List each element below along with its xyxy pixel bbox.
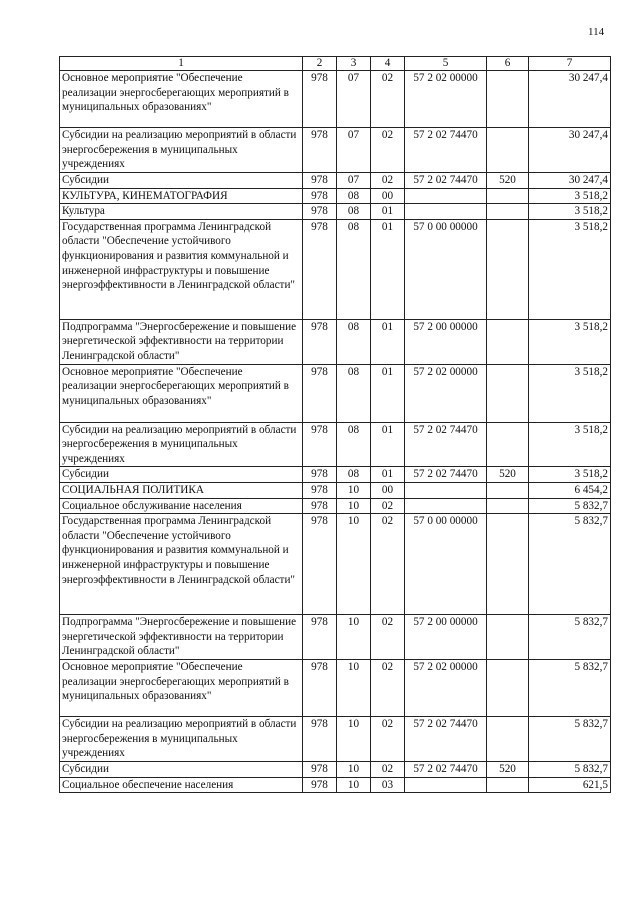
header-col-5: 5 [405,57,487,71]
table-row [60,128,611,173]
row-target-article: 57 2 00 00000 [405,319,487,364]
row-expense-type [487,777,529,793]
row-grbs-code: 978 [303,761,337,777]
row-name: Субсидии [60,761,303,777]
row-section-code: 08 [337,219,371,319]
row-expense-type [487,71,529,128]
row-expense-type [487,716,529,761]
row-section-code: 10 [337,615,371,660]
table-row [60,659,611,716]
row-grbs-code: 978 [303,219,337,319]
header-col-4: 4 [371,57,405,71]
header-col-7: 7 [529,57,611,71]
row-section-code: 10 [337,659,371,716]
row-subsection-code: 00 [371,188,405,204]
row-subsection-code: 02 [371,173,405,189]
row-expense-type: 520 [487,467,529,483]
row-name: Государственная программа Ленинградской области "Обеспечение устойчивого функционирования и развития коммунальной и инженерной инфраструктуры и повышение энергоэффективности в Ленинградской области" [60,514,303,615]
row-expense-type [487,364,529,422]
row-name: Социальное обслуживание населения [60,498,303,514]
row-amount: 30 247,4 [529,173,611,189]
row-target-article: 57 2 02 00000 [405,364,487,422]
table-row [60,467,611,483]
row-section-code: 08 [337,467,371,483]
row-grbs-code: 978 [303,467,337,483]
row-name: Основное мероприятие "Обеспечение реализации энергосберегающих мероприятий в муниципальных образованиях" [60,71,303,128]
row-target-article: 57 0 00 00000 [405,219,487,319]
row-target-article [405,498,487,514]
row-expense-type [487,498,529,514]
table-row [60,173,611,189]
row-expense-type [487,319,529,364]
row-grbs-code: 978 [303,615,337,660]
row-name: Основное мероприятие "Обеспечение реализации энергосберегающих мероприятий в муниципальных образованиях" [60,364,303,422]
row-subsection-code: 02 [371,71,405,128]
row-subsection-code: 02 [371,514,405,615]
row-amount: 3 518,2 [529,319,611,364]
table-row [60,514,611,615]
row-grbs-code: 978 [303,498,337,514]
row-subsection-code: 01 [371,364,405,422]
row-grbs-code: 978 [303,716,337,761]
header-col-6: 6 [487,57,529,71]
row-subsection-code: 01 [371,219,405,319]
row-amount: 3 518,2 [529,204,611,220]
row-amount: 30 247,4 [529,128,611,173]
row-subsection-code: 01 [371,204,405,220]
row-section-code: 08 [337,319,371,364]
row-name: Субсидии [60,173,303,189]
header-col-2: 2 [303,57,337,71]
row-expense-type [487,204,529,220]
row-subsection-code: 01 [371,467,405,483]
row-amount: 3 518,2 [529,364,611,422]
row-subsection-code: 02 [371,615,405,660]
row-amount: 5 832,7 [529,761,611,777]
table-row [60,422,611,467]
row-amount: 6 454,2 [529,482,611,498]
row-target-article: 57 2 02 74470 [405,716,487,761]
row-name: Подпрограмма "Энергосбережение и повышение энергетической эффективности на территории Ленинградской области" [60,319,303,364]
row-amount: 30 247,4 [529,71,611,128]
row-target-article: 57 2 02 74470 [405,422,487,467]
row-grbs-code: 978 [303,659,337,716]
row-name: Культура [60,204,303,220]
row-grbs-code: 978 [303,188,337,204]
row-subsection-code: 01 [371,319,405,364]
row-grbs-code: 978 [303,422,337,467]
row-grbs-code: 978 [303,482,337,498]
row-expense-type [487,659,529,716]
row-subsection-code: 02 [371,128,405,173]
row-target-article: 57 2 02 74470 [405,761,487,777]
row-section-code: 08 [337,204,371,220]
row-section-code: 10 [337,514,371,615]
row-name: Государственная программа Ленинградской области "Обеспечение устойчивого функционирования и развития коммунальной и инженерной инфраструктуры и повышение энергоэффективности в Ленинградской области" [60,219,303,319]
row-name: Субсидии на реализацию мероприятий в области энергосбережения в муниципальных учреждениях [60,128,303,173]
row-section-code: 08 [337,364,371,422]
row-section-code: 10 [337,498,371,514]
row-amount: 621,5 [529,777,611,793]
row-subsection-code: 02 [371,659,405,716]
budget-table [59,56,611,793]
row-amount: 5 832,7 [529,615,611,660]
table-row [60,761,611,777]
table-row [60,188,611,204]
row-target-article [405,777,487,793]
row-section-code: 08 [337,188,371,204]
row-amount: 5 832,7 [529,659,611,716]
table-row [60,219,611,319]
row-grbs-code: 978 [303,514,337,615]
table-row [60,71,611,128]
row-target-article: 57 2 02 74470 [405,173,487,189]
row-grbs-code: 978 [303,777,337,793]
page-number: 114 [588,26,605,38]
row-amount: 3 518,2 [529,467,611,483]
row-name: Основное мероприятие "Обеспечение реализации энергосберегающих мероприятий в муниципальных образованиях" [60,659,303,716]
row-grbs-code: 978 [303,71,337,128]
row-amount: 5 832,7 [529,498,611,514]
row-expense-type [487,514,529,615]
row-expense-type [487,422,529,467]
header-col-1: 1 [60,57,303,71]
row-expense-type: 520 [487,173,529,189]
row-section-code: 07 [337,71,371,128]
row-name: Социальное обеспечение населения [60,777,303,793]
row-amount: 3 518,2 [529,422,611,467]
row-expense-type [487,615,529,660]
row-grbs-code: 978 [303,204,337,220]
table-body [60,71,611,793]
table-row [60,319,611,364]
table-row [60,482,611,498]
row-subsection-code: 01 [371,422,405,467]
row-expense-type [487,188,529,204]
row-subsection-code: 02 [371,761,405,777]
row-target-article [405,482,487,498]
table-row [60,777,611,793]
table-row [60,204,611,220]
table-row [60,615,611,660]
row-name: Субсидии на реализацию мероприятий в области энергосбережения в муниципальных учреждениях [60,716,303,761]
row-expense-type [487,128,529,173]
row-grbs-code: 978 [303,364,337,422]
row-target-article [405,188,487,204]
row-amount: 3 518,2 [529,188,611,204]
row-subsection-code: 02 [371,498,405,514]
row-section-code: 10 [337,482,371,498]
row-subsection-code: 00 [371,482,405,498]
row-section-code: 07 [337,128,371,173]
row-target-article: 57 2 00 00000 [405,615,487,660]
row-target-article: 57 2 02 00000 [405,659,487,716]
row-grbs-code: 978 [303,173,337,189]
row-target-article: 57 2 02 00000 [405,71,487,128]
row-subsection-code: 03 [371,777,405,793]
table-row [60,364,611,422]
row-name: Субсидии [60,467,303,483]
row-target-article [405,204,487,220]
row-expense-type [487,482,529,498]
row-expense-type: 520 [487,761,529,777]
row-amount: 5 832,7 [529,514,611,615]
row-name: СОЦИАЛЬНАЯ ПОЛИТИКА [60,482,303,498]
row-target-article: 57 2 02 74470 [405,128,487,173]
row-amount: 3 518,2 [529,219,611,319]
row-target-article: 57 0 00 00000 [405,514,487,615]
header-col-3: 3 [337,57,371,71]
row-name: Подпрограмма "Энергосбережение и повышение энергетической эффективности на территории Ленинградской области" [60,615,303,660]
row-section-code: 08 [337,422,371,467]
table-row [60,716,611,761]
table-row [60,498,611,514]
row-target-article: 57 2 02 74470 [405,467,487,483]
row-subsection-code: 02 [371,716,405,761]
row-section-code: 10 [337,716,371,761]
row-section-code: 07 [337,173,371,189]
row-section-code: 10 [337,777,371,793]
row-grbs-code: 978 [303,128,337,173]
row-section-code: 10 [337,761,371,777]
table-header-row [60,57,611,71]
row-amount: 5 832,7 [529,716,611,761]
row-name: КУЛЬТУРА, КИНЕМАТОГРАФИЯ [60,188,303,204]
row-expense-type [487,219,529,319]
row-grbs-code: 978 [303,319,337,364]
row-name: Субсидии на реализацию мероприятий в области энергосбережения в муниципальных учреждениях [60,422,303,467]
